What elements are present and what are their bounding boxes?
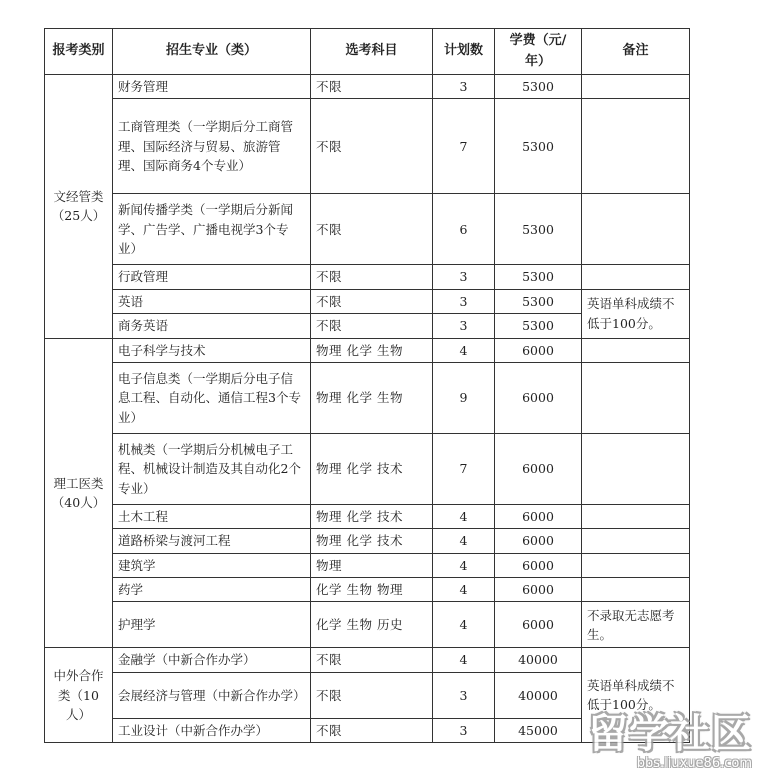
table-row xyxy=(45,194,690,265)
admissions-table xyxy=(44,28,690,743)
fee-cell: 5300 xyxy=(495,265,582,289)
subjects-cell: 化学 生物 历史 xyxy=(311,602,433,648)
major-cell: 护理学 xyxy=(113,602,311,648)
table-row xyxy=(45,75,690,99)
major-cell: 新闻传播学类（一学期后分新闻学、广告学、广播电视学3个专业） xyxy=(113,194,311,265)
subjects-cell: 不限 xyxy=(311,75,433,99)
fee-cell: 5300 xyxy=(495,289,582,313)
fee-cell: 5300 xyxy=(495,75,582,99)
plan-cell: 4 xyxy=(433,578,495,602)
plan-cell: 9 xyxy=(433,362,495,433)
major-cell: 电子信息类（一学期后分电子信息工程、自动化、通信工程3个专业） xyxy=(113,362,311,433)
category-cell: 理工医类（40人） xyxy=(45,338,113,648)
fee-cell: 45000 xyxy=(495,718,582,742)
subjects-cell: 不限 xyxy=(311,648,433,672)
subjects-cell: 物理 化学 生物 xyxy=(311,362,433,433)
table-row xyxy=(45,578,690,602)
major-cell: 药学 xyxy=(113,578,311,602)
note-english-requirement: 英语单科成绩不低于100分。 xyxy=(582,289,690,338)
note-cell xyxy=(582,362,690,433)
note-sino-english-requirement: 英语单科成绩不低于100分。 xyxy=(582,648,690,743)
note-cell xyxy=(582,433,690,504)
note-cell xyxy=(582,553,690,577)
plan-cell: 4 xyxy=(433,553,495,577)
note-no-non-volunteer: 不录取无志愿考生。 xyxy=(582,602,690,648)
header-plan: 计划数 xyxy=(433,29,495,75)
plan-cell: 3 xyxy=(433,265,495,289)
plan-cell: 7 xyxy=(433,99,495,194)
major-cell: 财务管理 xyxy=(113,75,311,99)
note-cell xyxy=(582,75,690,99)
table-row xyxy=(45,338,690,362)
table-row xyxy=(45,504,690,528)
major-cell: 工商管理类（一学期后分工商管理、国际经济与贸易、旅游管理、国际商务4个专业） xyxy=(113,99,311,194)
category-cell: 文经管类（25人） xyxy=(45,75,113,339)
watermark-url: bbs.liuxue86.com xyxy=(636,756,752,771)
major-cell: 会展经济与管理（中新合作办学） xyxy=(113,672,311,718)
plan-cell: 4 xyxy=(433,529,495,553)
table-row xyxy=(45,648,690,672)
plan-cell: 3 xyxy=(433,289,495,313)
table-row xyxy=(45,553,690,577)
major-cell: 道路桥梁与渡河工程 xyxy=(113,529,311,553)
fee-cell: 40000 xyxy=(495,672,582,718)
header-subjects: 选考科目 xyxy=(311,29,433,75)
subjects-cell: 不限 xyxy=(311,314,433,338)
major-cell: 英语 xyxy=(113,289,311,313)
major-cell: 工业设计（中新合作办学） xyxy=(113,718,311,742)
table-row xyxy=(45,99,690,194)
major-cell: 机械类（一学期后分机械电子工程、机械设计制造及其自动化2个专业） xyxy=(113,433,311,504)
subjects-cell: 不限 xyxy=(311,289,433,313)
plan-cell: 4 xyxy=(433,504,495,528)
fee-cell: 6000 xyxy=(495,362,582,433)
major-cell: 建筑学 xyxy=(113,553,311,577)
table-row xyxy=(45,602,690,648)
fee-cell: 5300 xyxy=(495,314,582,338)
plan-cell: 4 xyxy=(433,648,495,672)
major-cell: 土木工程 xyxy=(113,504,311,528)
subjects-cell: 物理 xyxy=(311,553,433,577)
header-fee: 学费（元/年） xyxy=(495,29,582,75)
table-row xyxy=(45,529,690,553)
subjects-cell: 化学 生物 物理 xyxy=(311,578,433,602)
major-cell: 行政管理 xyxy=(113,265,311,289)
table-row xyxy=(45,362,690,433)
major-cell: 电子科学与技术 xyxy=(113,338,311,362)
plan-cell: 3 xyxy=(433,672,495,718)
fee-cell: 6000 xyxy=(495,602,582,648)
note-cell xyxy=(582,578,690,602)
fee-cell: 6000 xyxy=(495,433,582,504)
fee-cell: 5300 xyxy=(495,99,582,194)
note-cell xyxy=(582,504,690,528)
fee-cell: 6000 xyxy=(495,578,582,602)
note-cell xyxy=(582,265,690,289)
major-cell: 商务英语 xyxy=(113,314,311,338)
note-cell xyxy=(582,99,690,194)
table-row xyxy=(45,265,690,289)
fee-cell: 6000 xyxy=(495,338,582,362)
subjects-cell: 物理 化学 技术 xyxy=(311,504,433,528)
fee-cell: 6000 xyxy=(495,553,582,577)
header-note: 备注 xyxy=(582,29,690,75)
plan-cell: 3 xyxy=(433,75,495,99)
note-cell xyxy=(582,194,690,265)
major-cell: 金融学（中新合作办学） xyxy=(113,648,311,672)
subjects-cell: 不限 xyxy=(311,265,433,289)
plan-cell: 3 xyxy=(433,718,495,742)
plan-cell: 6 xyxy=(433,194,495,265)
site-watermark xyxy=(588,711,752,771)
subjects-cell: 不限 xyxy=(311,718,433,742)
subjects-cell: 不限 xyxy=(311,672,433,718)
note-cell xyxy=(582,529,690,553)
subjects-cell: 物理 化学 生物 xyxy=(311,338,433,362)
fee-cell: 5300 xyxy=(495,194,582,265)
header-major: 招生专业（类） xyxy=(113,29,311,75)
table-row xyxy=(45,433,690,504)
plan-cell: 7 xyxy=(433,433,495,504)
subjects-cell: 物理 化学 技术 xyxy=(311,529,433,553)
plan-cell: 4 xyxy=(433,338,495,362)
category-cell: 中外合作类（10人） xyxy=(45,648,113,743)
watermark-title: 留学社区 xyxy=(588,711,752,757)
plan-cell: 3 xyxy=(433,314,495,338)
fee-cell: 40000 xyxy=(495,648,582,672)
fee-cell: 6000 xyxy=(495,529,582,553)
subjects-cell: 物理 化学 技术 xyxy=(311,433,433,504)
fee-cell: 6000 xyxy=(495,504,582,528)
subjects-cell: 不限 xyxy=(311,194,433,265)
note-cell xyxy=(582,338,690,362)
header-category: 报考类别 xyxy=(45,29,113,75)
header-row xyxy=(45,29,690,75)
subjects-cell: 不限 xyxy=(311,99,433,194)
plan-cell: 4 xyxy=(433,602,495,648)
table-row xyxy=(45,289,690,313)
